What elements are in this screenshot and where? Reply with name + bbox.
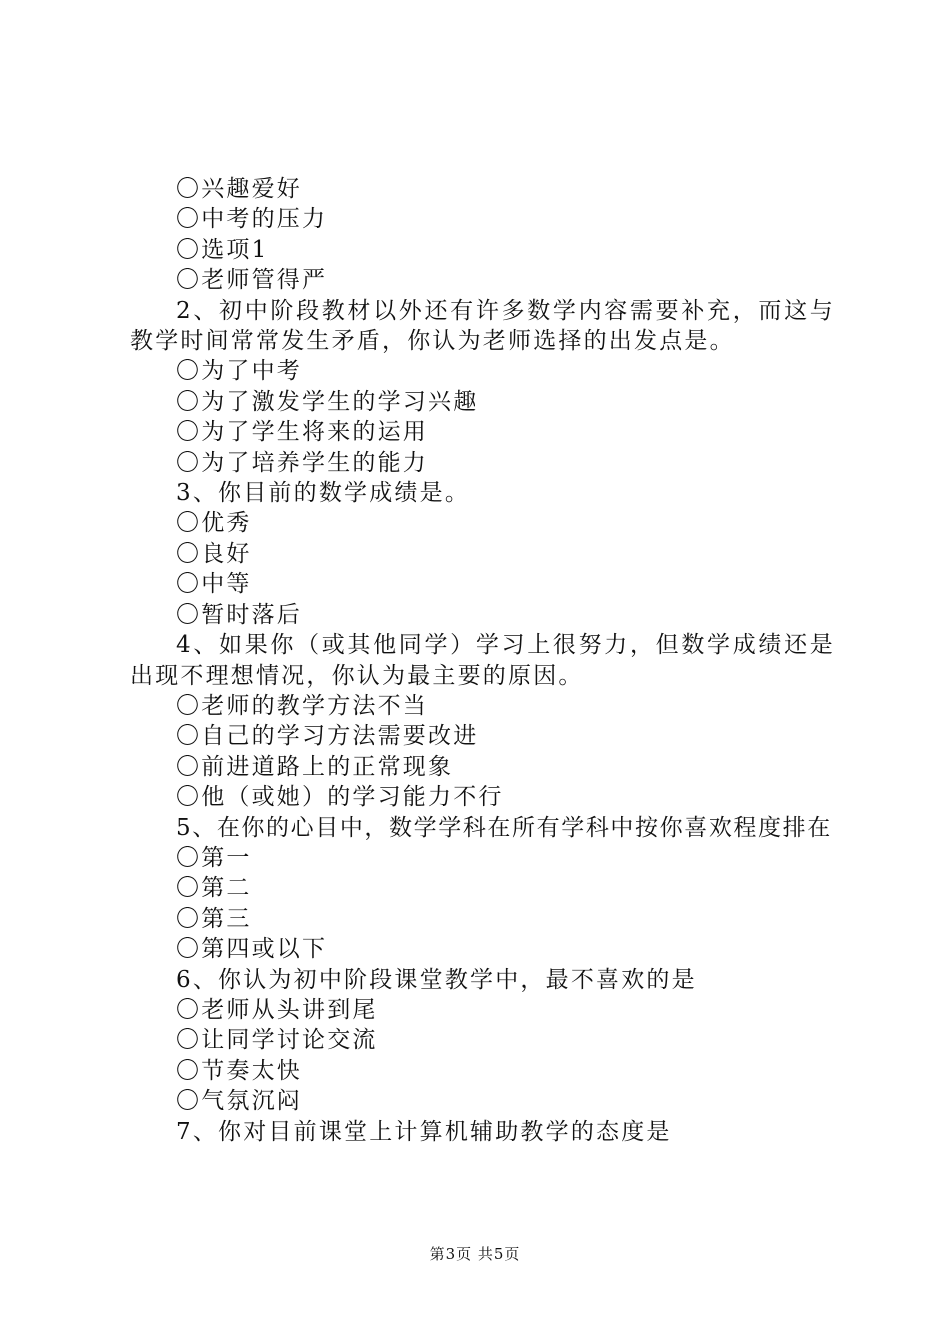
question-5: 5、在你的心目中，数学学科在所有学科中按你喜欢程度排在 bbox=[176, 814, 832, 841]
page-footer: 第3页 共5页 bbox=[429, 1245, 521, 1263]
option-line: 〇暂时落后 bbox=[176, 601, 302, 628]
option-line: 〇第一 bbox=[176, 844, 252, 871]
option-line: 〇兴趣爱好 bbox=[176, 176, 302, 202]
option-line: 〇气氛沉闷 bbox=[176, 1088, 302, 1115]
option-line: 〇老师管得严 bbox=[176, 267, 328, 294]
option-line: 〇自己的学习方法需要改进 bbox=[176, 723, 479, 750]
option-line: 〇中考的压力 bbox=[176, 206, 328, 233]
option-line: 〇为了学生将来的运用 bbox=[176, 419, 428, 446]
question-6: 6、你认为初中阶段课堂教学中，最不喜欢的是 bbox=[176, 966, 697, 993]
option-line: 〇为了培养学生的能力 bbox=[176, 449, 428, 476]
option-line: 〇老师的教学方法不当 bbox=[176, 692, 428, 719]
option-line: 〇选项1 bbox=[176, 236, 269, 263]
option-line: 〇为了激发学生的学习兴趣 bbox=[176, 388, 479, 415]
option-line: 〇老师从头讲到尾 bbox=[176, 996, 378, 1023]
option-line: 〇节奏太快 bbox=[176, 1057, 302, 1084]
option-line: 〇第二 bbox=[176, 875, 252, 902]
question-4: 4、如果你（或其他同学）学习上很努力，但数学成绩还是出现不理想情况，你认为最主要的原因。 bbox=[130, 632, 835, 689]
option-line: 〇中等 bbox=[176, 571, 252, 598]
option-line: 〇优秀 bbox=[176, 510, 252, 537]
question-2: 2、初中阶段教材以外还有许多数学内容需要补充，而这与教学时间常常发生矛盾，你认为老师选择的出发点是。 bbox=[130, 297, 835, 355]
option-line: 〇他（或她）的学习能力不行 bbox=[176, 784, 504, 811]
option-line: 〇为了中考 bbox=[176, 358, 302, 385]
option-line: 〇第四或以下 bbox=[176, 936, 328, 963]
document-body bbox=[130, 174, 835, 1147]
option-line: 〇良好 bbox=[176, 540, 252, 567]
option-line: 〇第三 bbox=[176, 905, 252, 932]
option-line: 〇前进道路上的正常现象 bbox=[176, 753, 454, 780]
option-line: 〇让同学讨论交流 bbox=[176, 1027, 378, 1054]
question-7: 7、你对目前课堂上计算机辅助教学的态度是 bbox=[176, 1118, 672, 1145]
question-3: 3、你目前的数学成绩是。 bbox=[176, 480, 471, 507]
